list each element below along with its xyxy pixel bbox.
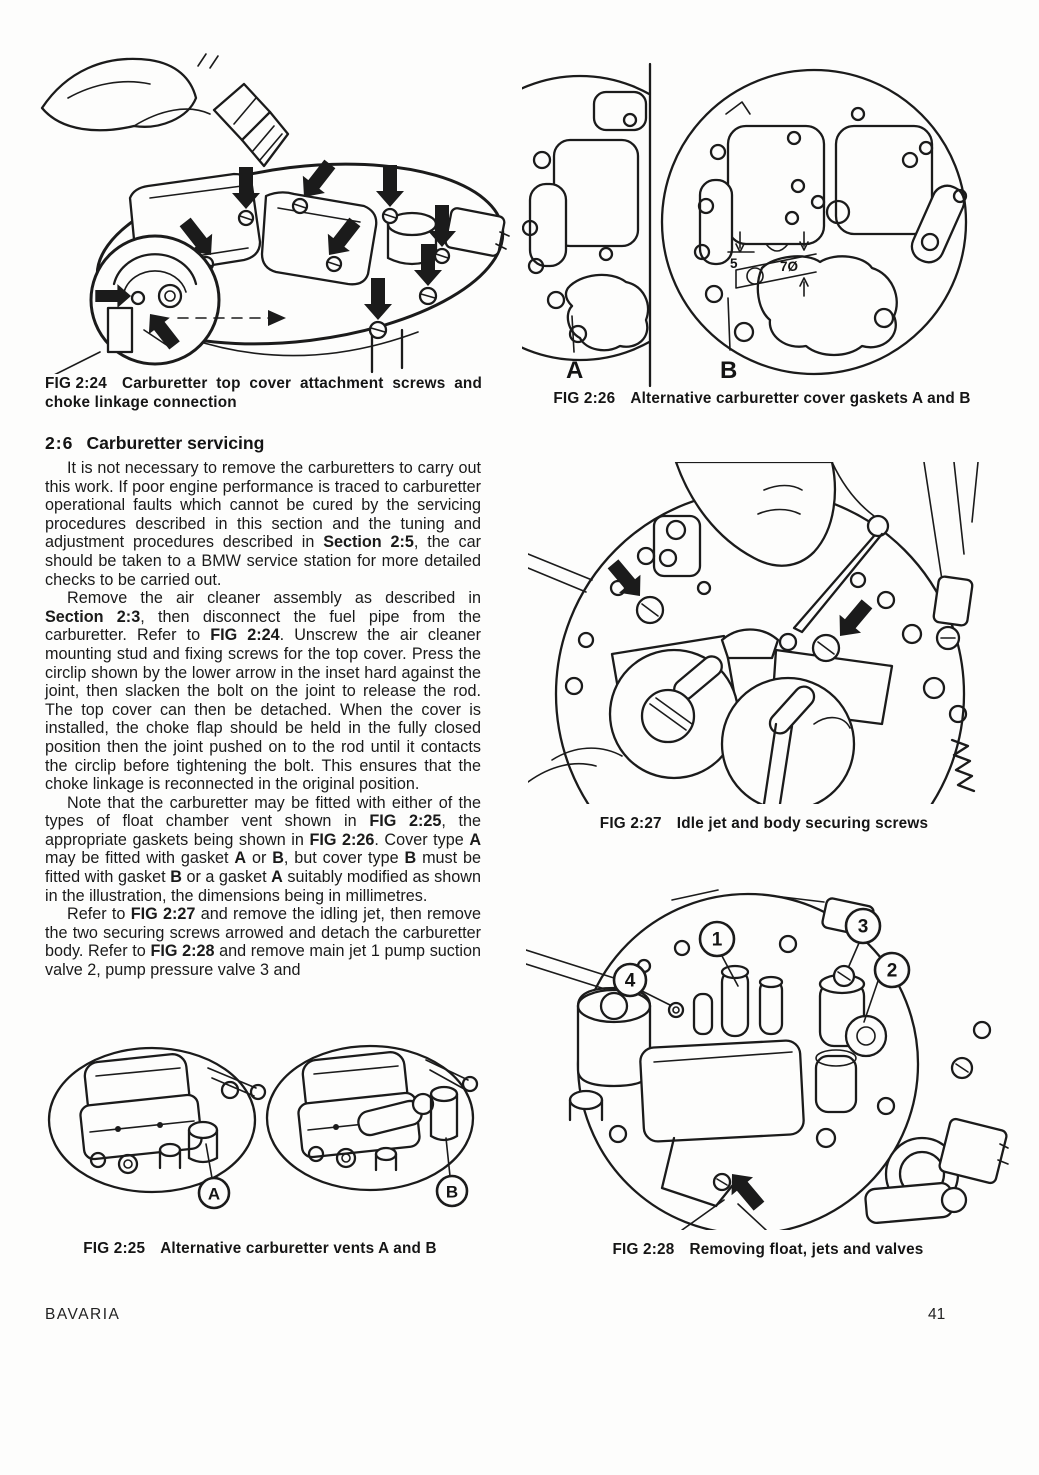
section-number: 2:6 [45,433,74,453]
fig-2-26-label: FIG 2:26 [553,390,616,407]
dimension-offset: 5 [730,256,738,271]
dimension-diameter: 7Ø [780,259,799,274]
footer-model-name: BAVARIA [45,1306,121,1323]
fig-2-24-caption [45,374,482,412]
marker-3: 3 [857,916,869,938]
choke-linkage-inset [48,236,219,374]
marker-b: B [445,1182,459,1202]
vent-type-a-drawing [49,1048,265,1208]
fig-2-28-illustration [526,886,1010,1230]
section-heading [45,433,264,454]
hand-drawing [42,54,218,130]
marker-2: 2 [886,960,898,982]
fig-2-27-illustration [528,462,1000,804]
paragraph: Note that the carburetter may be fitted with either of the types of float chamber vent shown in FIG 2:25, the appropriate gaskets being shown in FIG 2:26. Cover type A may be fitted with gasket A or B, but cover type B must be fitted with gasket B or a gasket A suitably modified as shown in the illustration, the dimensions being in millimetres. [45,793,482,905]
page-number: 41 [928,1306,946,1323]
paragraph: It is not necessary to remove the carburetters to carry out this work. If poor engine performance is traced to carburetter operational faults which cannot be cured by the servicing procedures described in this section and the tuning and adjustment procedures described in Section 2:5, the car should be taken to a BMW service station for more detailed checks to be carried out. [45,459,481,589]
fig-2-28-label: FIG 2:28 [612,1241,675,1258]
section-title: Carburetter servicing [86,433,265,453]
fig-2-24-illustration [38,46,510,374]
fig-2-26-caption [522,389,1002,408]
section-body [45,459,481,980]
marker-a: A [207,1184,221,1204]
fig-2-25-caption-text: Alternative carburetter vents A and B [160,1240,437,1257]
fig-2-27-label: FIG 2:27 [599,815,662,832]
fig-2-25-caption [40,1239,480,1258]
mounting-stud-drawing [214,84,288,166]
marker-b: B [720,357,738,384]
fig-2-28-caption [526,1240,1010,1259]
marker-a: A [566,357,584,384]
fig-2-24-caption-text: Carburetter top cover attachment screws and choke linkage connection [45,375,482,411]
gasket-b-drawing [662,70,969,374]
fig-2-26-caption-text: Alternative carburetter cover gaskets A and B [630,390,971,407]
fig-2-27-caption-text: Idle jet and body securing screws [676,815,929,832]
paragraph: Remove the air cleaner assembly as described in Section 2:3, then disconnect the fuel pipe from the carburetter. Refer to FIG 2:24. Unscrew the air cleaner mounting stud and fixing screws for the top cover. Press the circlip shown by the lower arrow in the inset hard against the joint, then slacken the bolt on the joint to release the rod. The top cover can then be detached. When the cover is installed, the choke flap should be held in the fully closed position then the joint pushed on to the rod until it contacts the circlip before tightening the bolt. This ensures that the choke linkage is reconnected in the original position. [45,589,481,794]
fig-2-25-label: FIG 2:25 [83,1240,146,1257]
vent-type-b-drawing [267,1046,477,1206]
fig-2-27-caption [528,814,1000,833]
marker-1: 1 [711,929,723,951]
paragraph: Refer to FIG 2:27 and remove the idling jet, then remove the two securing screws arrowed and detach the carburetter body. Refer to FIG 2:28 and remove main jet 1 pump suction valve 2, pump pressure valve 3 and [45,905,481,980]
fig-2-26-illustration [522,56,1002,392]
fig-2-28-caption-text: Removing float, jets and valves [689,1241,924,1258]
marker-4: 4 [624,970,636,992]
fig-2-24-label: FIG 2:24 [45,375,107,392]
fig-2-25-illustration [40,1032,480,1230]
